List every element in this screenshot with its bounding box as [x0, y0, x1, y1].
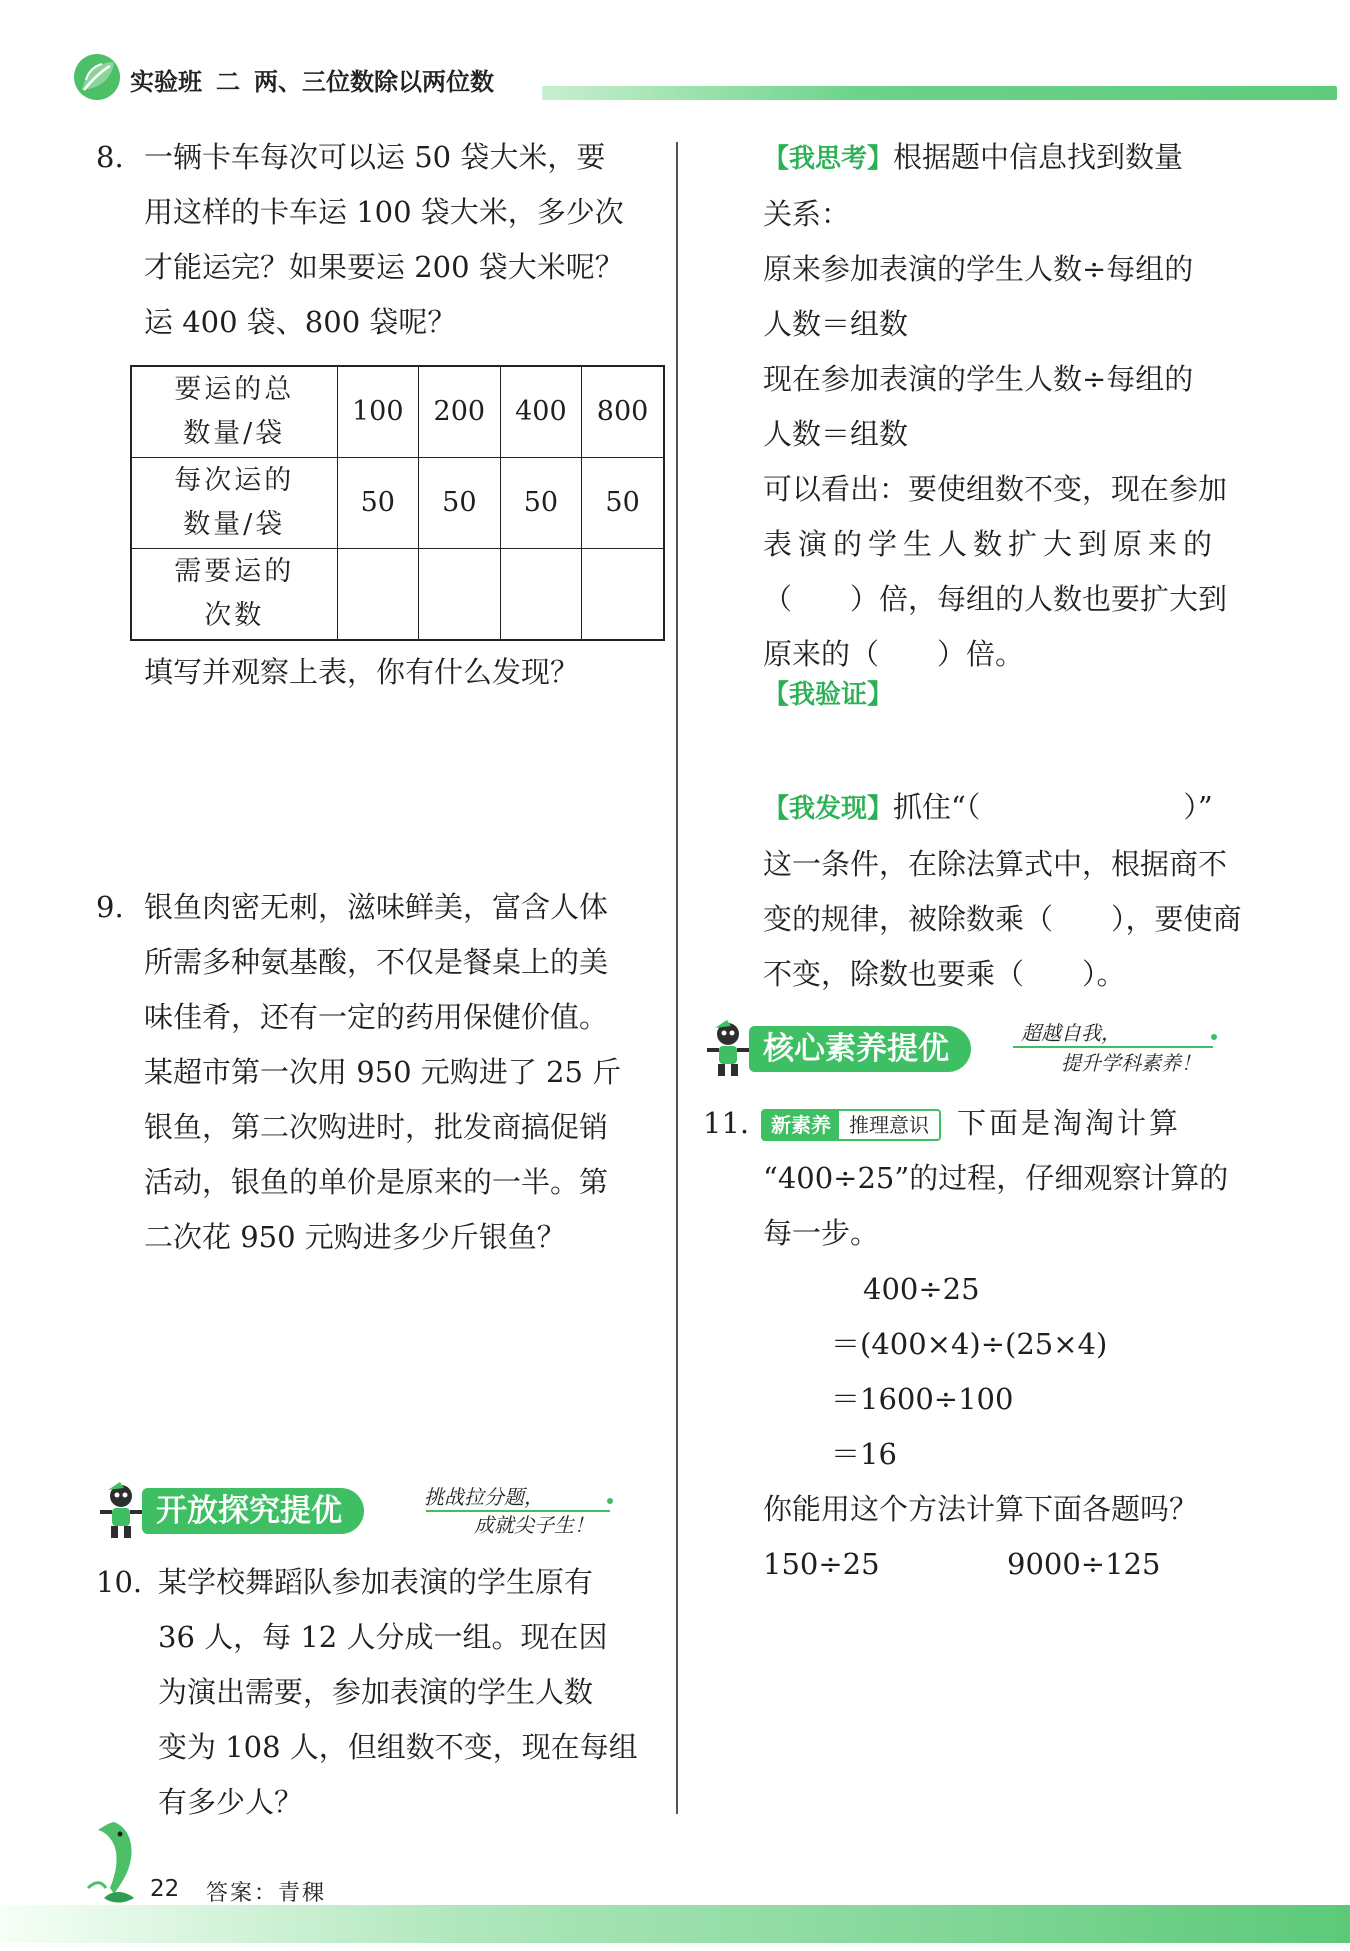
section-slogan-1: 超越自我， — [1021, 1021, 1121, 1045]
row-header: 每次运的 数量/袋 — [131, 458, 337, 549]
think-text-line: 原来参加表演的学生人数÷每组的 — [763, 252, 1194, 286]
page-number: 22 — [150, 1876, 180, 1902]
question-text-line: 变为 108 人，但组数不变，现在每组 — [158, 1730, 638, 1764]
table-cell: 50 — [337, 458, 419, 549]
banner-rule — [1013, 1046, 1213, 1048]
table-row — [131, 548, 664, 640]
calc-step: ＝(400×4)÷(25×4) — [831, 1327, 1108, 1361]
section-title: 开放探究提优 — [142, 1488, 364, 1534]
question-number: 11. — [703, 1106, 750, 1140]
row-header: 需要运的 次数 — [131, 548, 337, 640]
section-slogan-2: 提升学科素养！ — [1061, 1051, 1201, 1075]
mascot-icon — [703, 1018, 753, 1080]
think-text-line: 根据题中信息找到数量 — [893, 140, 1184, 174]
table-cell: 800 — [582, 366, 664, 458]
table-row — [131, 366, 664, 458]
think-text-line: （ ）倍，每组的人数也要扩大到 — [763, 582, 1228, 616]
right-column — [703, 0, 1263, 1951]
question-number: 10. — [96, 1565, 143, 1599]
practice-problem: 9000÷125 — [1007, 1547, 1161, 1581]
discover-text-line: 变的规律，被除数乘（ ），要使商 — [763, 902, 1242, 936]
answer-key: 答案：青稞 — [206, 1881, 327, 1906]
question-text-line: 所需多种氨基酸，不仅是餐桌上的美 — [144, 945, 609, 979]
question-number: 8. — [96, 140, 124, 174]
think-text-line: 表演的学生人数扩大到原来的 — [763, 527, 1219, 561]
think-text-line: 人数＝组数 — [763, 417, 909, 451]
table-cell: 50 — [500, 458, 582, 549]
question-number: 9. — [96, 890, 124, 924]
answer-cell[interactable] — [500, 548, 582, 640]
think-tag: 【我思考】 — [763, 144, 894, 174]
banner-dot — [607, 1498, 613, 1504]
question-text-line: 活动，银鱼的单价是原来的一半。第 — [144, 1165, 609, 1199]
think-text-line: 原来的（ ）倍。 — [763, 637, 1025, 671]
question-text-line: 有多少人？ — [158, 1785, 304, 1819]
delivery-table — [130, 365, 665, 641]
question-text-line: 二次花 950 元购进多少斤银鱼？ — [144, 1220, 566, 1254]
discover-text-line: 这一条件，在除法算式中，根据商不 — [763, 847, 1228, 881]
badge-label: 新素养 — [763, 1111, 839, 1139]
practice-problem: 150÷25 — [763, 1547, 880, 1581]
dolphin-icon — [84, 1818, 144, 1906]
table-cell: 50 — [419, 458, 501, 549]
question-text-line: 你能用这个方法计算下面各题吗？ — [763, 1492, 1199, 1526]
unit-title: 两、三位数除以两位数 — [254, 68, 494, 96]
question-text-line: 运 400 袋、800 袋呢？ — [144, 305, 457, 339]
section-slogan-2: 成就尖子生！ — [474, 1513, 594, 1537]
answer-cell[interactable] — [419, 548, 501, 640]
banner-dot — [1211, 1034, 1217, 1040]
row-header: 要运的总 数量/袋 — [131, 366, 337, 458]
section-slogan-1: 挑战拉分题， — [424, 1485, 544, 1509]
left-column — [96, 0, 666, 1951]
discover-text-line: 抓住“（ ）” — [893, 790, 1213, 824]
question-text-line: 36 人，每 12 人分成一组。现在因 — [158, 1620, 608, 1654]
question-text-line: 才能运完？如果要运 200 袋大米呢？ — [144, 250, 624, 284]
question-text-line: 一辆卡车每次可以运 50 袋大米，要 — [144, 140, 606, 174]
section-banner-core — [703, 1016, 1223, 1086]
think-text-line: 关系： — [763, 197, 851, 231]
discover-block — [763, 780, 1263, 1002]
table-cell: 400 — [500, 366, 582, 458]
answer-cell[interactable] — [337, 548, 419, 640]
banner-rule — [426, 1510, 610, 1512]
column-divider — [676, 142, 678, 1814]
calc-step: ＝1600÷100 — [831, 1382, 1014, 1416]
think-block — [763, 130, 1263, 682]
question-11 — [703, 1096, 1263, 1261]
footer-decor-bar — [0, 1905, 1350, 1943]
section-title: 核心素养提优 — [749, 1026, 971, 1072]
series-name: 实验班 — [130, 68, 202, 96]
question-prompt: 填写并观察上表，你有什么发现？ — [144, 655, 580, 689]
table-row — [131, 458, 664, 549]
literacy-badge — [761, 1109, 941, 1141]
question-text-line: 味佳肴，还有一定的药用保健价值。 — [144, 1000, 609, 1034]
mascot-icon — [96, 1480, 146, 1542]
table-cell: 50 — [582, 458, 664, 549]
think-text-line: 现在参加表演的学生人数÷每组的 — [763, 362, 1194, 396]
question-10 — [96, 1555, 666, 1830]
question-text-line: 银鱼肉密无刺，滋味鲜美，富含人体 — [144, 890, 609, 924]
question-text-line: 用这样的卡车运 100 袋大米，多少次 — [144, 195, 624, 229]
section-banner-open — [96, 1478, 646, 1548]
think-text-line: 可以看出：要使组数不变，现在参加 — [763, 472, 1228, 506]
question-text-line: 某超市第一次用 950 元购进了 25 斤 — [144, 1055, 622, 1089]
question-8 — [96, 130, 666, 350]
discover-tag: 【我发现】 — [763, 794, 894, 824]
unit-number: 二 — [216, 68, 240, 96]
think-text-line: 人数＝组数 — [763, 307, 909, 341]
question-text-line: 下面是淘淘计算 — [957, 1106, 1182, 1140]
question-9 — [96, 880, 666, 1265]
question-text-line: 每一步。 — [763, 1216, 880, 1250]
question-text-line: 银鱼，第二次购进时，批发商搞促销 — [144, 1110, 609, 1144]
question-text-line: 某学校舞蹈队参加表演的学生原有 — [158, 1565, 594, 1599]
calc-step: 400÷25 — [863, 1272, 980, 1306]
discover-text-line: 不变，除数也要乘（ ）。 — [763, 957, 1126, 991]
verify-tag: 【我验证】 — [763, 680, 894, 710]
table-cell: 100 — [337, 366, 419, 458]
badge-topic: 推理意识 — [849, 1113, 929, 1137]
question-text-line: “400÷25”的过程，仔细观察计算的 — [763, 1161, 1229, 1195]
question-text-line: 为演出需要，参加表演的学生人数 — [158, 1675, 594, 1709]
answer-cell[interactable] — [582, 548, 664, 640]
calc-step: ＝16 — [831, 1437, 897, 1471]
table-cell: 200 — [419, 366, 501, 458]
